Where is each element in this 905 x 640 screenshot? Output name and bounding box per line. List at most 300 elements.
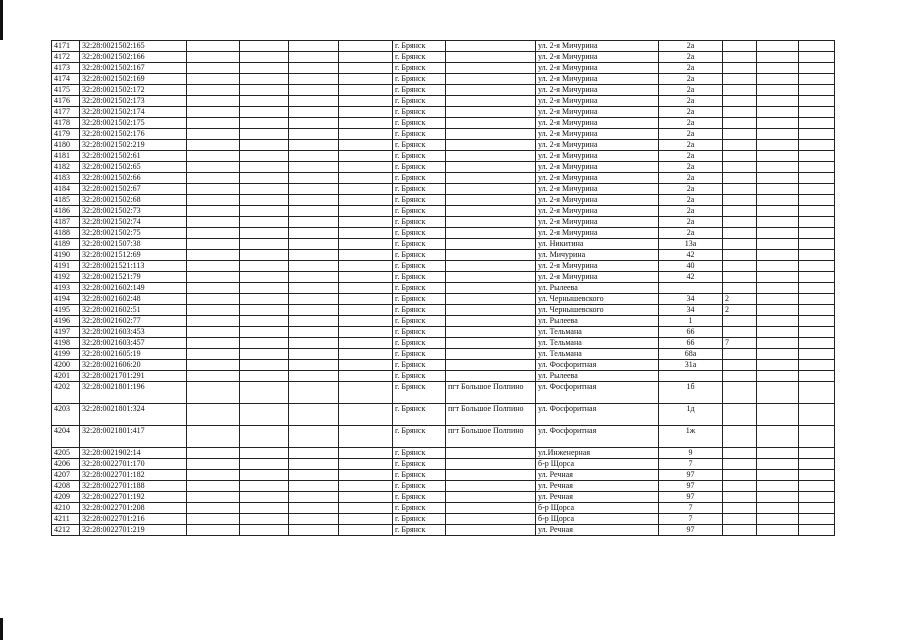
empty-cell [799, 151, 835, 162]
empty-cell [799, 162, 835, 173]
empty-cell [799, 283, 835, 294]
cadastral-number-cell: 32:28:0021502:172 [80, 85, 187, 96]
empty-cell [799, 503, 835, 514]
house-number-cell: 7 [659, 459, 723, 470]
empty-cell [289, 316, 339, 327]
empty-cell [187, 492, 240, 503]
empty-cell [289, 140, 339, 151]
empty-cell [187, 96, 240, 107]
flat-number-cell [723, 349, 757, 360]
row-number-cell: 4204 [52, 426, 80, 448]
empty-cell [799, 470, 835, 481]
settlement-cell [446, 492, 536, 503]
row-number-cell: 4184 [52, 184, 80, 195]
city-cell: г. Брянск [393, 459, 446, 470]
empty-cell [289, 184, 339, 195]
cadastral-number-cell: 32:28:0022701:216 [80, 514, 187, 525]
row-number-cell: 4194 [52, 294, 80, 305]
empty-cell [187, 283, 240, 294]
empty-cell [240, 360, 289, 371]
empty-cell [757, 239, 799, 250]
empty-cell [187, 162, 240, 173]
row-number-cell: 4189 [52, 239, 80, 250]
cadastral-number-cell: 32:28:0021521:79 [80, 272, 187, 283]
settlement-cell [446, 129, 536, 140]
house-number-cell: 97 [659, 470, 723, 481]
empty-cell [757, 52, 799, 63]
empty-cell [339, 338, 393, 349]
empty-cell [757, 327, 799, 338]
settlement-cell [446, 85, 536, 96]
flat-number-cell [723, 525, 757, 536]
flat-number-cell [723, 206, 757, 217]
empty-cell [240, 316, 289, 327]
empty-cell [799, 492, 835, 503]
city-cell: г. Брянск [393, 294, 446, 305]
empty-cell [799, 217, 835, 228]
empty-cell [339, 360, 393, 371]
house-number-cell: 34 [659, 305, 723, 316]
empty-cell [799, 371, 835, 382]
settlement-cell: пгт Большое Полпино [446, 404, 536, 426]
empty-cell [187, 85, 240, 96]
empty-cell [240, 404, 289, 426]
settlement-cell [446, 283, 536, 294]
empty-cell [339, 525, 393, 536]
empty-cell [339, 140, 393, 151]
table-row [52, 371, 835, 382]
house-number-cell: 13а [659, 239, 723, 250]
house-number-cell [659, 371, 723, 382]
empty-cell [757, 184, 799, 195]
empty-cell [187, 514, 240, 525]
city-cell: г. Брянск [393, 217, 446, 228]
empty-cell [187, 503, 240, 514]
house-number-cell: 97 [659, 481, 723, 492]
city-cell: г. Брянск [393, 492, 446, 503]
empty-cell [339, 470, 393, 481]
city-cell: г. Брянск [393, 118, 446, 129]
house-number-cell: 2а [659, 151, 723, 162]
house-number-cell: 9 [659, 448, 723, 459]
street-cell: ул. Фосфоритная [536, 404, 659, 426]
empty-cell [757, 459, 799, 470]
row-number-cell: 4195 [52, 305, 80, 316]
settlement-cell [446, 228, 536, 239]
empty-cell [240, 85, 289, 96]
row-number-cell: 4210 [52, 503, 80, 514]
table-row [52, 316, 835, 327]
table-row [52, 349, 835, 360]
table-row [52, 272, 835, 283]
empty-cell [289, 107, 339, 118]
empty-cell [240, 283, 289, 294]
cadastral-number-cell: 32:28:0021502:66 [80, 173, 187, 184]
table-row [52, 140, 835, 151]
cadastral-number-cell: 32:28:0021602:48 [80, 294, 187, 305]
street-cell: ул. 2-я Мичурина [536, 96, 659, 107]
city-cell: г. Брянск [393, 261, 446, 272]
street-cell: ул. 2-я Мичурина [536, 151, 659, 162]
city-cell: г. Брянск [393, 272, 446, 283]
empty-cell [240, 151, 289, 162]
flat-number-cell [723, 173, 757, 184]
street-cell: ул. 2-я Мичурина [536, 140, 659, 151]
empty-cell [339, 184, 393, 195]
empty-cell [339, 426, 393, 448]
house-number-cell: 2а [659, 107, 723, 118]
cadastral-number-cell: 32:28:0021602:51 [80, 305, 187, 316]
row-number-cell: 4172 [52, 52, 80, 63]
empty-cell [339, 448, 393, 459]
table-row [52, 206, 835, 217]
settlement-cell [446, 525, 536, 536]
empty-cell [799, 96, 835, 107]
empty-cell [187, 525, 240, 536]
city-cell: г. Брянск [393, 349, 446, 360]
empty-cell [187, 338, 240, 349]
empty-cell [187, 294, 240, 305]
city-cell: г. Брянск [393, 470, 446, 481]
house-number-cell: 68а [659, 349, 723, 360]
city-cell: г. Брянск [393, 514, 446, 525]
row-number-cell: 4198 [52, 338, 80, 349]
empty-cell [799, 327, 835, 338]
empty-cell [240, 96, 289, 107]
row-number-cell: 4203 [52, 404, 80, 426]
city-cell: г. Брянск [393, 151, 446, 162]
settlement-cell [446, 349, 536, 360]
settlement-cell [446, 151, 536, 162]
empty-cell [339, 239, 393, 250]
house-number-cell: 2а [659, 118, 723, 129]
house-number-cell: 66 [659, 327, 723, 338]
row-number-cell: 4188 [52, 228, 80, 239]
empty-cell [289, 426, 339, 448]
empty-cell [757, 525, 799, 536]
street-cell: ул. Речная [536, 525, 659, 536]
cadastral-number-cell: 32:28:0021502:175 [80, 118, 187, 129]
empty-cell [289, 305, 339, 316]
table-row [52, 184, 835, 195]
settlement-cell [446, 459, 536, 470]
flat-number-cell [723, 470, 757, 481]
street-cell: ул. 2-я Мичурина [536, 118, 659, 129]
city-cell: г. Брянск [393, 283, 446, 294]
settlement-cell [446, 448, 536, 459]
cadastral-number-cell: 32:28:0021502:169 [80, 74, 187, 85]
empty-cell [187, 107, 240, 118]
street-cell: ул. Фосфоритная [536, 426, 659, 448]
empty-cell [289, 239, 339, 250]
flat-number-cell [723, 404, 757, 426]
house-number-cell: 2а [659, 74, 723, 85]
street-cell: ул. Чернышевского [536, 294, 659, 305]
table-row [52, 129, 835, 140]
empty-cell [757, 272, 799, 283]
empty-cell [289, 382, 339, 404]
empty-cell [757, 294, 799, 305]
house-number-cell: 40 [659, 261, 723, 272]
flat-number-cell [723, 250, 757, 261]
table-row [52, 327, 835, 338]
settlement-cell [446, 107, 536, 118]
cadastral-number-cell: 32:28:0021521:113 [80, 261, 187, 272]
empty-cell [187, 41, 240, 52]
empty-cell [289, 96, 339, 107]
empty-cell [289, 492, 339, 503]
street-cell: ул. 2-я Мичурина [536, 129, 659, 140]
row-number-cell: 4190 [52, 250, 80, 261]
table-row [52, 503, 835, 514]
settlement-cell [446, 239, 536, 250]
cadastral-number-cell: 32:28:0021605:19 [80, 349, 187, 360]
empty-cell [240, 382, 289, 404]
city-cell: г. Брянск [393, 481, 446, 492]
empty-cell [240, 140, 289, 151]
empty-cell [757, 74, 799, 85]
empty-cell [339, 85, 393, 96]
row-number-cell: 4177 [52, 107, 80, 118]
empty-cell [187, 305, 240, 316]
empty-cell [187, 239, 240, 250]
empty-cell [240, 195, 289, 206]
table-row [52, 294, 835, 305]
empty-cell [187, 459, 240, 470]
house-number-cell: 2а [659, 129, 723, 140]
empty-cell [799, 261, 835, 272]
house-number-cell: 1 [659, 316, 723, 327]
empty-cell [187, 250, 240, 261]
empty-cell [757, 382, 799, 404]
settlement-cell [446, 261, 536, 272]
cadastral-number-cell: 32:28:0022701:192 [80, 492, 187, 503]
cadastral-number-cell: 32:28:0021801:417 [80, 426, 187, 448]
empty-cell [289, 349, 339, 360]
empty-cell [799, 426, 835, 448]
city-cell: г. Брянск [393, 360, 446, 371]
empty-cell [339, 107, 393, 118]
street-cell: б-р Щорса [536, 514, 659, 525]
settlement-cell [446, 360, 536, 371]
empty-cell [339, 151, 393, 162]
row-number-cell: 4180 [52, 140, 80, 151]
empty-cell [339, 492, 393, 503]
empty-cell [757, 481, 799, 492]
settlement-cell [446, 316, 536, 327]
city-cell: г. Брянск [393, 371, 446, 382]
settlement-cell [446, 217, 536, 228]
empty-cell [289, 503, 339, 514]
empty-cell [289, 250, 339, 261]
empty-cell [187, 426, 240, 448]
row-number-cell: 4174 [52, 74, 80, 85]
row-number-cell: 4202 [52, 382, 80, 404]
house-number-cell: 42 [659, 250, 723, 261]
empty-cell [799, 250, 835, 261]
empty-cell [289, 151, 339, 162]
cadastral-number-cell: 32:28:0021502:219 [80, 140, 187, 151]
cadastral-number-cell: 32:28:0021502:68 [80, 195, 187, 206]
empty-cell [799, 63, 835, 74]
empty-cell [240, 338, 289, 349]
cadastral-number-cell: 32:28:0021603:453 [80, 327, 187, 338]
flat-number-cell: 7 [723, 338, 757, 349]
table-row [52, 63, 835, 74]
house-number-cell: 66 [659, 338, 723, 349]
house-number-cell: 31а [659, 360, 723, 371]
street-cell: ул. 2-я Мичурина [536, 173, 659, 184]
city-cell: г. Брянск [393, 107, 446, 118]
table-row [52, 107, 835, 118]
row-number-cell: 4212 [52, 525, 80, 536]
table-row [52, 459, 835, 470]
street-cell: ул. Речная [536, 481, 659, 492]
city-cell: г. Брянск [393, 448, 446, 459]
street-cell: ул. Тельмана [536, 338, 659, 349]
cadastral-number-cell: 32:28:0021512:69 [80, 250, 187, 261]
empty-cell [289, 41, 339, 52]
city-cell: г. Брянск [393, 305, 446, 316]
house-number-cell: 2а [659, 206, 723, 217]
street-cell: ул. Рылеева [536, 371, 659, 382]
row-number-cell: 4207 [52, 470, 80, 481]
empty-cell [240, 371, 289, 382]
flat-number-cell [723, 74, 757, 85]
table-row [52, 195, 835, 206]
empty-cell [289, 85, 339, 96]
empty-cell [240, 52, 289, 63]
house-number-cell: 2а [659, 217, 723, 228]
empty-cell [240, 349, 289, 360]
empty-cell [799, 514, 835, 525]
empty-cell [799, 294, 835, 305]
empty-cell [799, 481, 835, 492]
settlement-cell: пгт Большое Полпино [446, 426, 536, 448]
settlement-cell [446, 338, 536, 349]
empty-cell [240, 272, 289, 283]
row-number-cell: 4181 [52, 151, 80, 162]
house-number-cell: 2а [659, 41, 723, 52]
row-number-cell: 4183 [52, 173, 80, 184]
house-number-cell: 2а [659, 173, 723, 184]
flat-number-cell [723, 448, 757, 459]
settlement-cell [446, 52, 536, 63]
empty-cell [339, 327, 393, 338]
flat-number-cell [723, 382, 757, 404]
empty-cell [240, 63, 289, 74]
empty-cell [799, 305, 835, 316]
row-number-cell: 4196 [52, 316, 80, 327]
empty-cell [757, 151, 799, 162]
empty-cell [757, 470, 799, 481]
empty-cell [757, 503, 799, 514]
empty-cell [240, 327, 289, 338]
empty-cell [757, 250, 799, 261]
street-cell: ул. Фосфоритная [536, 360, 659, 371]
empty-cell [187, 481, 240, 492]
cadastral-number-cell: 32:28:0021602:77 [80, 316, 187, 327]
street-cell: ул. Мичурина [536, 250, 659, 261]
row-number-cell: 4178 [52, 118, 80, 129]
cadastral-number-cell: 32:28:0022701:219 [80, 525, 187, 536]
empty-cell [240, 41, 289, 52]
flat-number-cell [723, 118, 757, 129]
table-row [52, 470, 835, 481]
empty-cell [757, 349, 799, 360]
city-cell: г. Брянск [393, 525, 446, 536]
street-cell: ул. 2-я Мичурина [536, 74, 659, 85]
flat-number-cell [723, 426, 757, 448]
settlement-cell [446, 140, 536, 151]
empty-cell [240, 514, 289, 525]
empty-cell [339, 96, 393, 107]
house-number-cell: 7 [659, 503, 723, 514]
empty-cell [757, 162, 799, 173]
empty-cell [339, 283, 393, 294]
table-row [52, 173, 835, 184]
table-row [52, 85, 835, 96]
settlement-cell [446, 272, 536, 283]
city-cell: г. Брянск [393, 140, 446, 151]
empty-cell [757, 360, 799, 371]
house-number-cell: 1б [659, 382, 723, 404]
empty-cell [757, 41, 799, 52]
street-cell: ул.Инженерная [536, 448, 659, 459]
table-row [52, 41, 835, 52]
row-number-cell: 4193 [52, 283, 80, 294]
empty-cell [339, 382, 393, 404]
cadastral-number-cell: 32:28:0021502:65 [80, 162, 187, 173]
house-number-cell: 2а [659, 195, 723, 206]
settlement-cell [446, 327, 536, 338]
empty-cell [339, 173, 393, 184]
empty-cell [339, 162, 393, 173]
table-row [52, 360, 835, 371]
table-row [52, 162, 835, 173]
empty-cell [187, 151, 240, 162]
registry-table [51, 40, 835, 536]
empty-cell [757, 96, 799, 107]
street-cell: ул. 2-я Мичурина [536, 228, 659, 239]
empty-cell [339, 349, 393, 360]
street-cell: ул. Рылеева [536, 316, 659, 327]
city-cell: г. Брянск [393, 206, 446, 217]
empty-cell [799, 316, 835, 327]
empty-cell [187, 349, 240, 360]
house-number-cell: 2а [659, 85, 723, 96]
empty-cell [240, 74, 289, 85]
empty-cell [289, 448, 339, 459]
empty-cell [289, 371, 339, 382]
street-cell: б-р Щорса [536, 459, 659, 470]
row-number-cell: 4197 [52, 327, 80, 338]
house-number-cell: 42 [659, 272, 723, 283]
cadastral-number-cell: 32:28:0022701:188 [80, 481, 187, 492]
cadastral-number-cell: 32:28:0021603:457 [80, 338, 187, 349]
table-row [52, 52, 835, 63]
empty-cell [187, 140, 240, 151]
settlement-cell [446, 118, 536, 129]
empty-cell [240, 470, 289, 481]
empty-cell [187, 52, 240, 63]
city-cell: г. Брянск [393, 239, 446, 250]
empty-cell [757, 107, 799, 118]
flat-number-cell [723, 283, 757, 294]
empty-cell [757, 85, 799, 96]
empty-cell [289, 404, 339, 426]
empty-cell [757, 426, 799, 448]
